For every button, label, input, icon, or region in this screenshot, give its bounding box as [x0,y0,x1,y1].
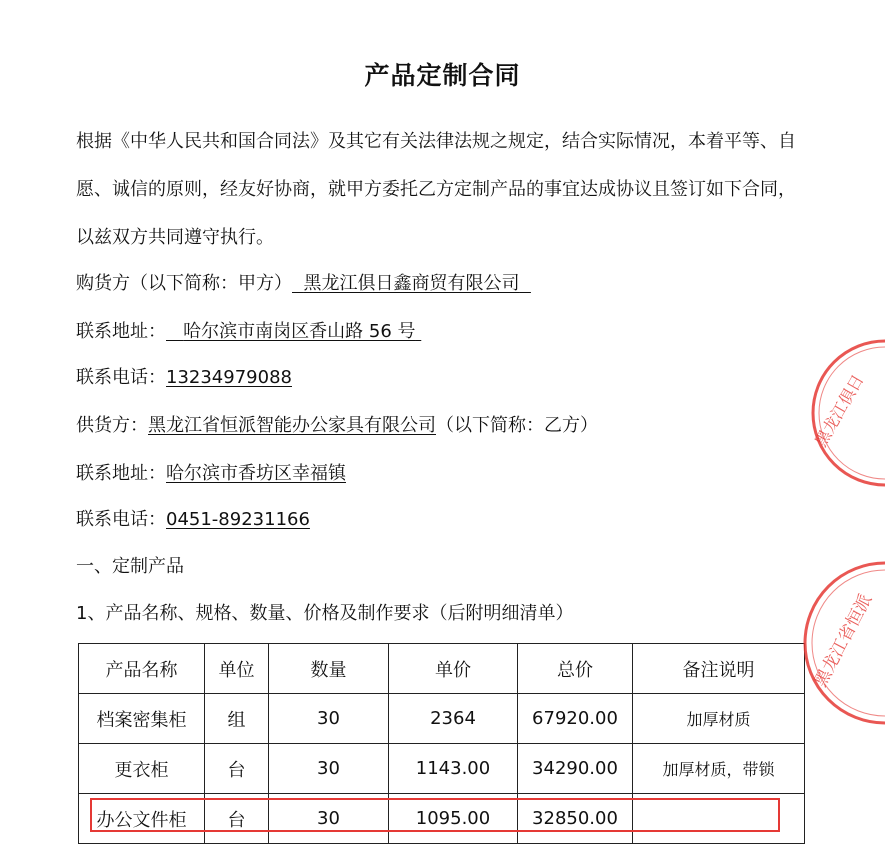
header-cell: 单位 [205,644,269,694]
buyer-name [292,273,531,294]
table-cell: 30 [269,694,389,744]
company-seal-1 [800,338,885,488]
page-title: 产品定制合同 [364,61,521,90]
table-cell: 更衣柜 [79,744,205,794]
table-cell: 67920.00 [518,694,633,744]
table-cell: 30 [269,794,389,844]
table-cell: 1143.00 [389,744,518,794]
supplier-label: 供货方： [76,415,148,436]
supplier-address-label: 联系地址： [76,463,166,484]
table-cell: 台 [205,794,269,844]
highlight-box [90,798,780,832]
table-cell: 加厚材质，带锁 [633,744,805,794]
supplier-phone-label: 联系电话： [76,509,166,530]
section-heading: 一、定制产品 [76,556,184,577]
svg-text:黑龙江俱日: 黑龙江俱日 [811,371,868,450]
table-cell: 32850.00 [518,794,633,844]
table-header-row [79,644,805,694]
supplier-suffix: （以下简称：乙方） [436,415,598,436]
table-cell: 34290.00 [518,744,633,794]
buyer-name-text: 黑龙江俱日鑫商贸有限公司 [303,273,520,294]
buyer-address-label: 联系地址： [76,321,166,342]
buyer-phone: 13234979088 [166,367,292,388]
table-cell: 1095.00 [389,794,518,844]
header-cell: 单价 [389,644,518,694]
buyer-address [166,321,421,342]
section-item-1: 1、产品名称、规格、数量、价格及制作要求（后附明细清单） [76,603,574,624]
header-cell: 备注说明 [633,644,805,694]
header-cell: 数量 [269,644,389,694]
header-cell: 产品名称 [79,644,205,694]
buyer-address-line [76,317,421,343]
table-cell: 组 [205,694,269,744]
header-cell: 总价 [518,644,633,694]
supplier-address-line [76,459,346,485]
supplier-line [76,411,598,437]
supplier-name: 黑龙江省恒派智能办公家具有限公司 [148,415,436,436]
table-cell: 档案密集柜 [79,694,205,744]
table-cell: 办公文件柜 [79,794,205,844]
supplier-phone-line [76,505,310,531]
table-row [79,694,805,744]
buyer-line [76,269,531,295]
intro-line-1: 根据《中华人民共和国合同法》及其它有关法律法规之规定，结合实际情况，本着平等、自 [76,131,796,152]
table-row [79,744,805,794]
buyer-address-text: 哈尔滨市南岗区香山路 56 号 [183,321,416,342]
supplier-address: 哈尔滨市香坊区幸福镇 [166,463,346,484]
buyer-phone-line [76,363,292,389]
intro-line-2: 愿、诚信的原则，经友好协商，就甲方委托乙方定制产品的事宜达成协议且签订如下合同， [76,179,796,200]
table-cell: 2364 [389,694,518,744]
buyer-label: 购货方（以下简称：甲方） [76,273,292,294]
intro-line-3: 以兹双方共同遵守执行。 [76,227,274,248]
supplier-phone: 0451-89231166 [166,509,310,530]
buyer-phone-label: 联系电话： [76,367,166,388]
table-cell: 加厚材质 [633,694,805,744]
company-seal-2 [800,558,885,728]
svg-text:黑龙江省恒派: 黑龙江省恒派 [810,590,877,691]
table-cell: 30 [269,744,389,794]
table-cell: 台 [205,744,269,794]
